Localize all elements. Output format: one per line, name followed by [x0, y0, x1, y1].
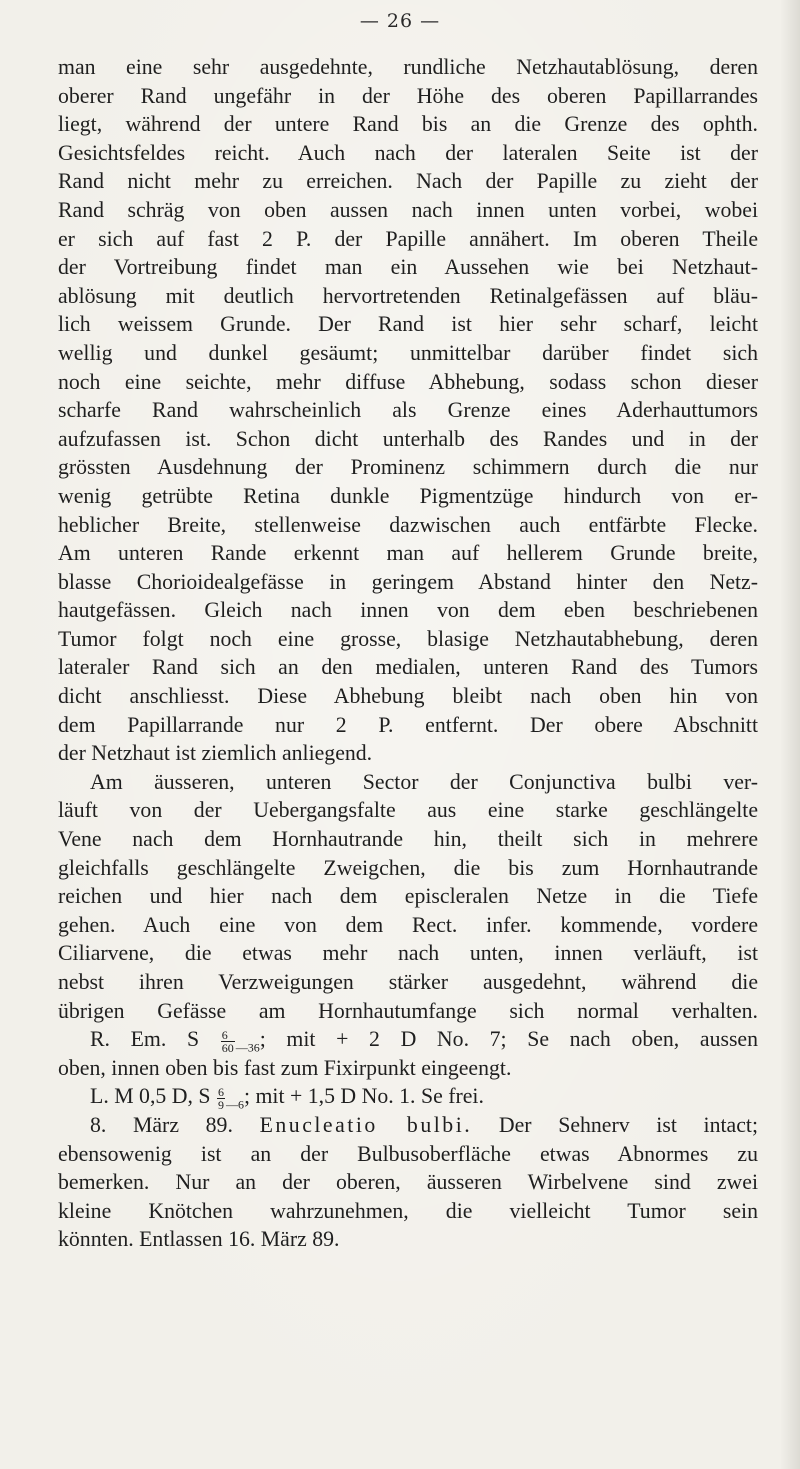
le-frac-num: 6	[217, 1084, 224, 1099]
le-sub: —6	[225, 1097, 244, 1111]
text-line: übrigen Gefässe am Hornhautumfange sich normal verhalten.	[58, 998, 758, 1023]
text-line: dem Papillarrande nur 2 P. entfernt. Der obere Abschnitt	[58, 712, 758, 737]
re-frac-den: 60	[221, 1040, 234, 1054]
text-line: Am äusseren, unteren Sector der Conjunctiva bulbi ver-	[90, 769, 758, 794]
text-line: liegt, während der untere Rand bis an die Grenze des ophth.	[58, 112, 758, 137]
re-prefix: R. Em. S	[90, 1027, 200, 1052]
text-line: Am unteren Rande erkennt man auf hellerem Grunde breite,	[58, 541, 758, 566]
text-line: wenig getrübte Retina dunkle Pigmentzüge hindurch von er-	[58, 483, 758, 508]
text-line: wellig und dunkel gesäumt; unmittelbar darüber findet sich	[58, 340, 758, 365]
text-line: der Vortreibung findet man ein Aussehen wie bei Netzhaut-	[58, 255, 758, 280]
text-line: bemerken. Nur an der oberen, äusseren Wirbelvene sind zwei	[58, 1170, 758, 1195]
text-line: Rand schräg von oben aussen nach innen unten vorbei, wobei	[58, 197, 758, 222]
text-line: Gesichtsfeldes reicht. Auch nach der lateralen Seite ist der	[58, 140, 758, 165]
le-rest: ; mit + 1,5 D No. 1. Se frei.	[243, 1084, 484, 1109]
text-line: nebst ihren Verzweigungen stärker ausgedehnt, während die	[58, 970, 758, 994]
text-line: Tumor folgt noch eine grosse, blasige Netzhautabhebung, deren	[58, 626, 758, 651]
re-sub: —36	[235, 1040, 260, 1054]
text-line: gleichfalls geschlängelte Zweigchen, die bis zum Hornhautrande	[58, 855, 758, 880]
text-line: man eine sehr ausgedehnte, rundliche Netzhautablösung, deren	[58, 55, 758, 79]
le-prefix: L. M 0,5 D, S	[90, 1084, 211, 1109]
page-edge-shadow	[780, 0, 800, 1469]
le-fraction	[217, 1086, 225, 1111]
text-line: noch eine seichte, mehr diffuse Abhebung, sodass schon dieser	[58, 369, 758, 394]
text-line: Ciliarvene, die etwas mehr nach unten, innen verläuft, ist	[58, 941, 758, 966]
right-eye-findings	[58, 1025, 758, 1054]
text-line: der Netzhaut ist ziemlich anliegend.	[58, 741, 373, 766]
procedure-label: Enucleatio bulbi.	[259, 1112, 473, 1137]
text-line: blasse Chorioidealgefässe in geringem Abstand hinter den Netz-	[58, 569, 758, 594]
text-line: reichen und hier nach dem episcleralen Netze in die Tiefe	[58, 884, 758, 909]
text-line: Vene nach dem Hornhautrande hin, theilt sich in mehrere	[58, 827, 758, 852]
text-line: aufzufassen ist. Schon dicht unterhalb des Randes und in der	[58, 426, 758, 451]
enucleation-line	[58, 1111, 758, 1140]
text-line: lateraler Rand sich an den medialen, unteren Rand des Tumors	[58, 655, 758, 680]
text-line: hautgefässen. Gleich nach innen von dem eben beschriebenen	[58, 598, 758, 623]
text-line: kleine Knötchen wahrzunehmen, die vielleicht Tumor sein	[58, 1198, 758, 1223]
body-text	[58, 53, 758, 1254]
text-line: grössten Ausdehnung der Prominenz schimmern durch die nur	[58, 455, 758, 480]
text-line: ablösung mit deutlich hervortretenden Retinalgefässen auf bläu-	[58, 283, 758, 308]
left-eye-findings	[58, 1082, 758, 1111]
text-line: heblicher Breite, stellenweise dazwischen auch entfärbte Flecke.	[58, 512, 758, 537]
text-line: ebensowenig ist an der Bulbusoberfläche etwas Abnormes zu	[58, 1141, 758, 1166]
page-number: — 26 —	[359, 10, 441, 32]
date-label: 8. März 89.	[90, 1112, 233, 1137]
re-rest: ; mit + 2 D No. 7; Se nach oben, aussen	[259, 1027, 758, 1052]
text-line: lich weissem Grunde. Der Rand ist hier sehr scharf, leicht	[58, 312, 758, 337]
text-line: gehen. Auch eine von dem Rect. infer. kommende, vordere	[58, 912, 758, 937]
le-frac-den: 9	[217, 1097, 224, 1111]
re-fraction	[221, 1029, 235, 1054]
re-frac-num: 6	[221, 1029, 235, 1042]
enucleation-rest: Der Sehnerv ist intact;	[498, 1112, 758, 1137]
text-line: oberer Rand ungefähr in der Höhe des oberen Papillarrandes	[58, 83, 758, 108]
text-line: oben, innen oben bis fast zum Fixirpunkt eingeengt.	[58, 1055, 512, 1080]
text-line: scharfe Rand wahrscheinlich als Grenze eines Aderhauttumors	[58, 398, 758, 423]
text-line: dicht anschliesst. Diese Abhebung bleibt nach oben hin von	[58, 684, 758, 709]
text-line: läuft von der Uebergangsfalte aus eine starke geschlängelte	[58, 798, 758, 823]
text-line: Rand nicht mehr zu erreichen. Nach der Papille zu zieht der	[58, 169, 758, 194]
text-line: könnten. Entlassen 16. März 89.	[58, 1227, 340, 1252]
text-line: er sich auf fast 2 P. der Papille annähert. Im oberen Theile	[58, 226, 758, 251]
